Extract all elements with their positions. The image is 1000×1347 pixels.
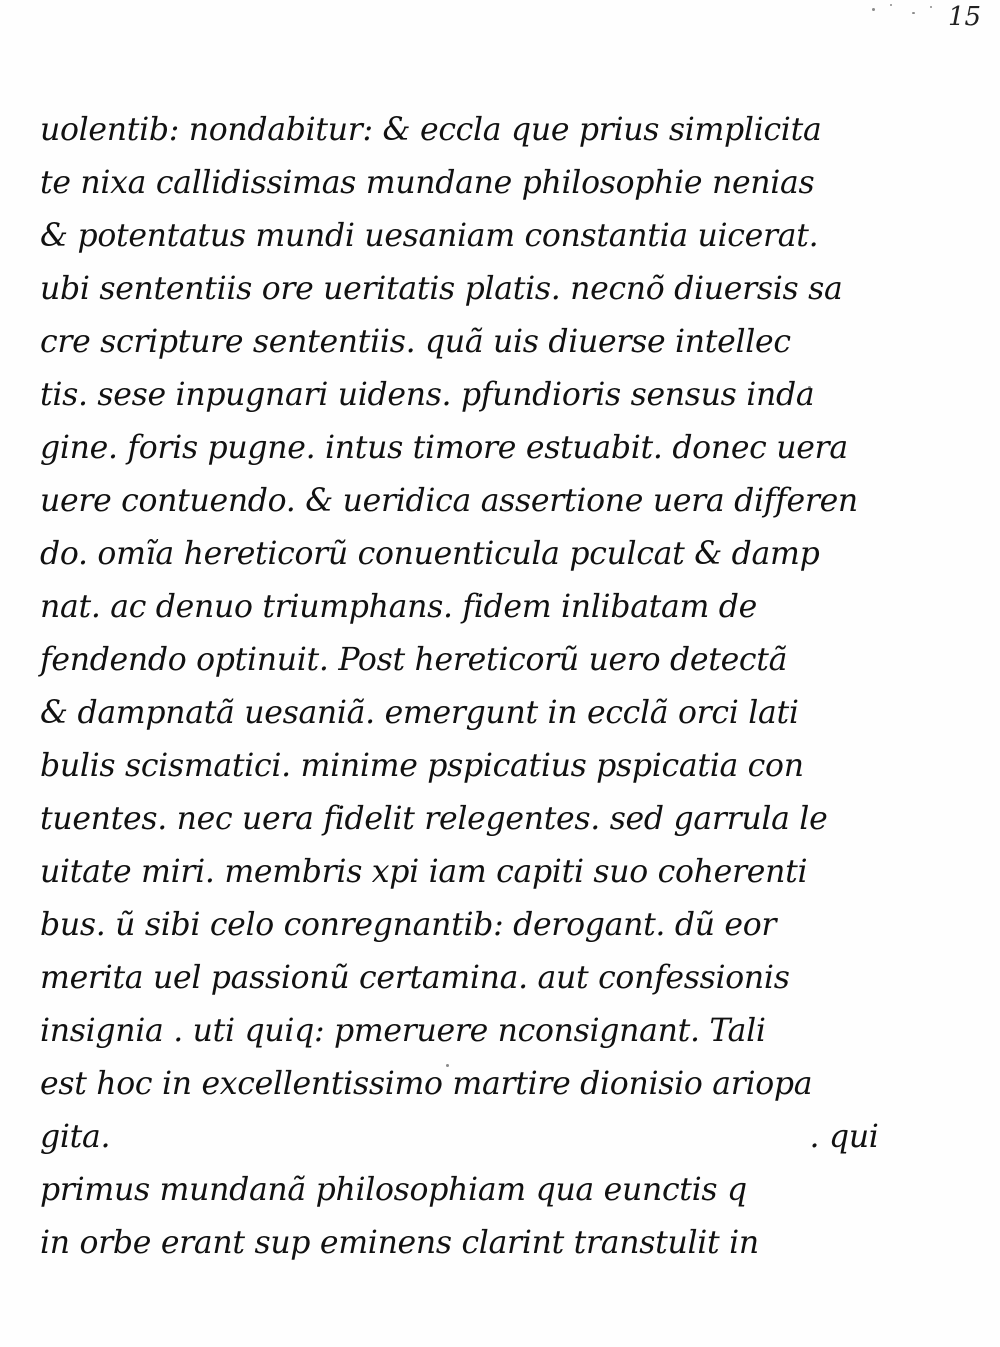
text-line: gita. . qui — [40, 1119, 879, 1155]
text-line: bulis scismatici. minime pspicatius pspicatia con — [40, 748, 804, 784]
text-line: primus mundanã philosophiam qua eunctis q — [40, 1172, 747, 1208]
text-line: te nixa callidissimas mundane philosophie nenias — [40, 165, 815, 201]
text-line: ubi sententiis ore ueritatis platis. necnõ diuersis sa — [40, 271, 843, 307]
text-line: fendendo optinuit. Post hereticorũ uero detectã — [40, 642, 788, 678]
text-line: tis. sese inpugnari uidens. pfundioris sensus inda — [40, 377, 815, 413]
text-line: uolentib: nondabitur: & eccla que prius simplicita — [40, 112, 822, 148]
text-line: nat. ac denuo triumphans. fidem inlibatam de — [40, 589, 758, 625]
text-line: do. omĩa hereticorũ conuenticula pculcat & damp — [40, 536, 820, 572]
text-line: & dampnatã uesaniã. emergunt in ecclã orci lati — [40, 695, 799, 731]
text-line: & potentatus mundi uesaniam constantia uicerat. — [40, 218, 819, 254]
text-line: bus. ũ sibi celo conregnantib: derogant. dũ eor — [40, 907, 777, 943]
text-line: uitate miri. membris xpi iam capiti suo coherenti — [40, 854, 808, 890]
text-line: gine. foris pugne. intus timore estuabit. donec uera — [40, 430, 848, 466]
ink-speckle — [872, 8, 875, 11]
text-line: in orbe erant sup eminens clarint transtulit in — [40, 1225, 759, 1261]
text-line: merita uel passionũ certamina. aut confessionis — [40, 960, 790, 996]
ink-speckle — [912, 12, 915, 14]
text-line: cre scripture sententiis. quã uis diuerse intellec — [40, 324, 791, 360]
text-line: tuentes. nec uera fidelit relegentes. sed garrula le — [40, 801, 828, 837]
text-line: insignia . uti quiq: pmeruere nconsignant. Tali — [40, 1013, 766, 1049]
text-line: uere contuendo. & ueridica assertione uera differen — [40, 483, 858, 519]
text-line: est hoc in excellentissimo martire dionisio ariopa — [40, 1066, 813, 1102]
ink-speckle — [930, 6, 932, 8]
ink-speckle — [890, 4, 892, 6]
folio-number: 15 — [948, 2, 982, 32]
manuscript-text — [40, 104, 879, 1270]
